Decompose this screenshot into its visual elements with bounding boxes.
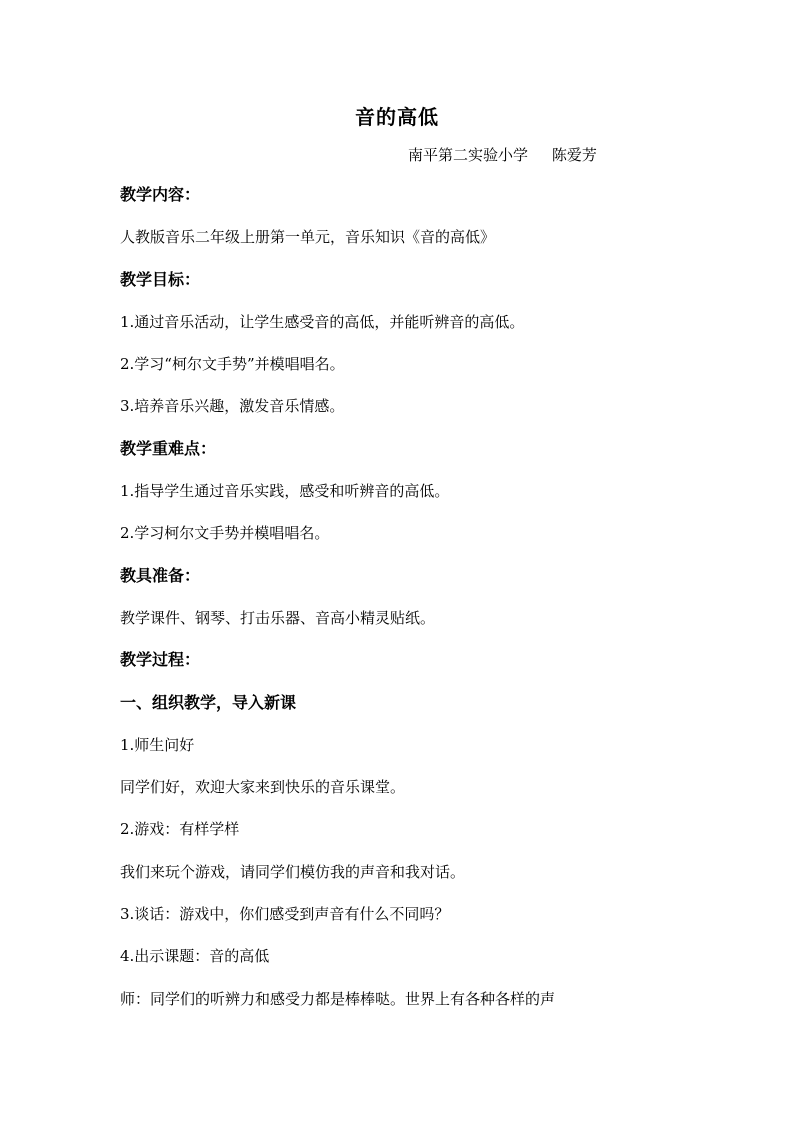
paragraph-line: 4.出示课题：音的高低	[120, 947, 270, 966]
section-heading: 教学重难点：	[120, 438, 217, 458]
paragraph-line: 1.通过音乐活动，让学生感受音的高低，并能听辨音的高低。	[120, 312, 525, 331]
section-heading: 教具准备：	[120, 565, 201, 585]
section-heading: 教学内容：	[120, 185, 201, 204]
section-heading: 教学目标：	[120, 269, 201, 289]
subsection-heading: 一、组织教学，导入新课	[120, 692, 297, 712]
paragraph-line: 人教版音乐二年级上册第一单元，音乐知识《音的高低》	[120, 228, 496, 247]
paragraph-line: 3.谈话：游戏中，你们感受到声音有什么不同吗？	[120, 905, 450, 924]
paragraph-line: 1.指导学生通过音乐实践，感受和听辨音的高低。	[120, 482, 450, 501]
paragraph-line: 同学们好，欢迎大家来到快乐的音乐课堂。	[120, 778, 406, 797]
section-heading: 教学过程：	[120, 650, 201, 670]
document-body	[120, 174, 680, 1020]
document-title: 音的高低	[355, 105, 439, 129]
author-byline: 南平第二实验小学 陈爱芳	[408, 146, 597, 164]
paragraph-line: 师：同学们的听辨力和感受力都是棒棒哒。世界上有各种各样的声	[120, 989, 556, 1008]
paragraph-line: 2.游戏：有样学样	[120, 820, 240, 839]
paragraph-line: 1.师生问好	[120, 735, 195, 754]
paragraph-line: 2.学习“柯尔文手势”并模唱唱名。	[120, 355, 345, 374]
paragraph-line: 教学课件、钢琴、打击乐器、音高小精灵贴纸。	[120, 608, 436, 627]
paragraph-line: 2.学习柯尔文手势并模唱唱名。	[120, 524, 330, 543]
paragraph-line: 3.培养音乐兴趣，激发音乐情感。	[120, 397, 345, 416]
paragraph-line: 我们来玩个游戏，请同学们模仿我的声音和我对话。	[120, 862, 466, 881]
